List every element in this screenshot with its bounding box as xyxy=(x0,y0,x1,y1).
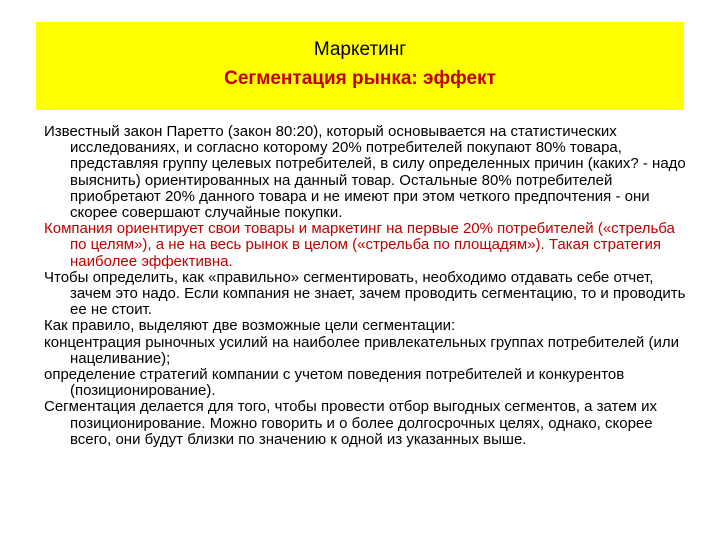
title-subject: Маркетинг xyxy=(313,39,407,60)
paragraph-why-segment: Чтобы определить, как «правильно» сегментировать, необходимо отдавать себе отчет, зачем это надо. Если компания не знает, зачем проводить сегментацию, то и проводить ее не стоит. xyxy=(44,268,686,319)
paragraph-pareto-law: Известный закон Паретто (закон 80:20), который основывается на статистических исследованиях, и согласно которому 20% потребителей покупают 80% товара, представляя группу целевых потребителей, в силу определенных причин (каких? - надо выяснить) ориентированных на данный товар. Остальные 80% потребителей приобретают 20% данного товара и не имеют при этом четкого предпочтения - они скорее совершают случайные покупки. xyxy=(44,123,686,222)
title-topic: Сегментация рынка: эффект xyxy=(224,68,496,89)
slide-body xyxy=(44,124,694,448)
paragraph-goal-targeting: концентрация рыночных усилий на наиболее привлекательных группах потребителей (или нацеливание); xyxy=(44,333,679,367)
paragraph-goals-intro: Как правило, выделяют две возможные цели сегментации: xyxy=(44,317,456,335)
paragraph-segmentation-purpose: Сегментация делается для того, чтобы провести отбор выгодных сегментов, а затем их позиционирование. Можно говорить и о более долгосрочных целях, однако, скорее всего, они будут близки по значению к одной из указанных выше. xyxy=(44,398,657,448)
title-banner xyxy=(36,22,684,110)
paragraph-company-focus: Компания ориентирует свои товары и маркетинг на первые 20% потребителей («стрельба по целям»), а не на весь рынок в целом («стрельба по площадям»). Такая стратегия наиболее эффективна. xyxy=(44,220,675,270)
paragraph-goal-positioning: определение стратегий компании с учетом поведения потребителей и конкурентов (позиционирование). xyxy=(44,366,625,400)
